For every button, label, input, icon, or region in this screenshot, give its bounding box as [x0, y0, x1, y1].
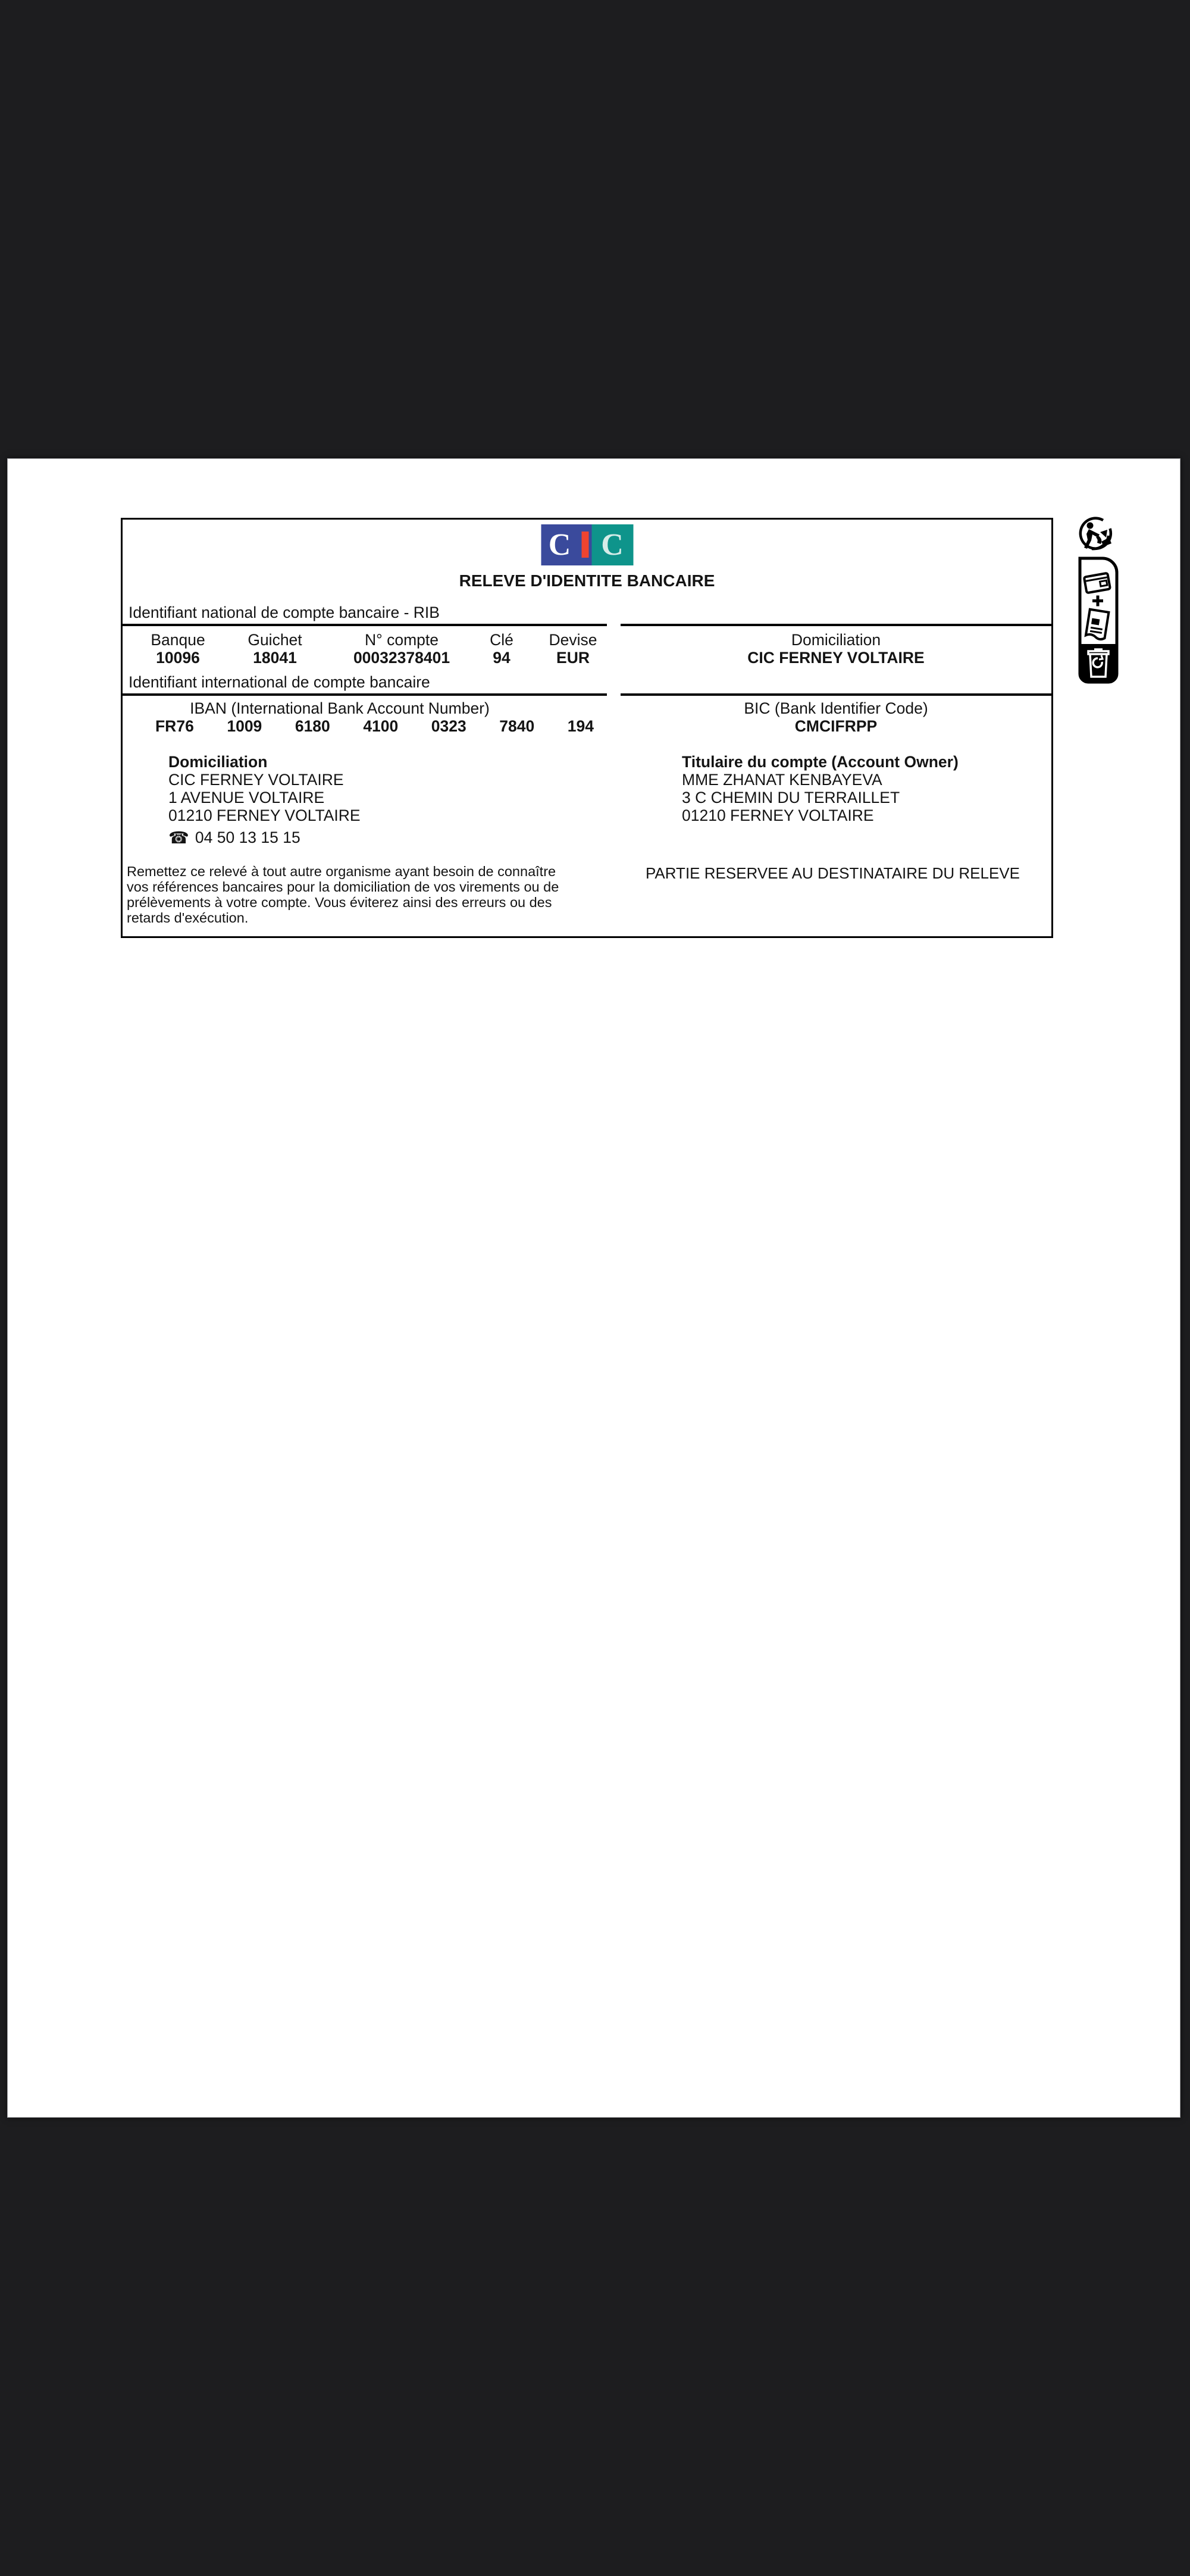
cic-logo-letter-c-right: C: [601, 527, 624, 562]
rib-header: Devise: [549, 631, 597, 649]
bank-address-line: CIC FERNEY VOLTAIRE: [168, 771, 344, 789]
bank-address-title: Domiciliation: [168, 753, 268, 771]
rule-right-1: [621, 624, 1051, 626]
rib-value: 00032378401: [353, 649, 450, 667]
iban-group: 6180: [295, 717, 330, 735]
cic-logo-letter-c-left: C: [548, 527, 571, 562]
bic-value: CMCIFRPP: [794, 717, 878, 735]
iban-group: 0323: [431, 717, 466, 735]
rib-value: 10096: [156, 649, 200, 667]
bic-block: [621, 699, 1051, 735]
rib-column-banque: [130, 631, 226, 667]
domiciliation-label: Domiciliation: [791, 631, 881, 649]
rib-section-label: Identifiant national de compte bancaire - RIB: [129, 604, 440, 621]
rib-document-frame: [121, 518, 1053, 938]
rib-column-cle: [473, 631, 530, 667]
rib-header: Clé: [490, 631, 513, 649]
footer-note-line: retards d'exécution.: [127, 910, 249, 926]
mail-sorting-instructions-icon: [1078, 556, 1119, 684]
iban-group: 7840: [499, 717, 535, 735]
cic-logo-blue-block: [541, 524, 578, 565]
rib-header: Banque: [151, 631, 205, 649]
bank-address-line: 01210 FERNEY VOLTAIRE: [168, 806, 361, 824]
iban-group: 1009: [227, 717, 262, 735]
account-owner-title: Titulaire du compte (Account Owner): [682, 753, 959, 771]
rule-right-2: [621, 693, 1051, 696]
pdf-page: [7, 458, 1180, 2118]
rib-header: N° compte: [365, 631, 439, 649]
cic-logo-red-bar-icon: [581, 532, 588, 558]
cic-logo-teal-block: [591, 524, 633, 565]
rib-value: 18041: [253, 649, 297, 667]
iban-label: IBAN (International Bank Account Number): [190, 699, 490, 717]
rule-left-2: [123, 693, 607, 696]
rib-column-numero-compte: [327, 631, 476, 667]
iban-group: FR76: [155, 717, 194, 735]
reserved-for-recipient-label: PARTIE RESERVEE AU DESTINATAIRE DU RELEVE: [646, 864, 1020, 882]
account-owner-line: MME ZHANAT KENBAYEVA: [682, 771, 882, 789]
document-title: RELEVE D'IDENTITE BANCAIRE: [459, 571, 715, 590]
footer-note: [127, 864, 632, 926]
rib-column-devise: [524, 631, 622, 667]
footer-note-line: vos références bancaires pour la domiciliation de vos virements ou de: [127, 879, 559, 895]
iban-group: 194: [567, 717, 594, 735]
bank-address-line: 1 AVENUE VOLTAIRE: [168, 789, 325, 806]
bic-label: BIC (Bank Identifier Code): [744, 699, 928, 717]
rib-column-guichet: [227, 631, 322, 667]
triman-recycling-icon: [1079, 517, 1113, 554]
domiciliation-value: CIC FERNEY VOLTAIRE: [747, 649, 925, 667]
footer-note-line: prélèvements à votre compte. Vous éviterez ainsi des erreurs ou des: [127, 895, 552, 910]
bank-address-block: [168, 753, 361, 824]
rib-value: EUR: [556, 649, 590, 667]
account-owner-line: 3 C CHEMIN DU TERRAILLET: [682, 789, 900, 806]
bank-phone-row: [168, 829, 300, 847]
iban-section-label: Identifiant international de compte bancaire: [129, 673, 430, 691]
iban-group: 4100: [363, 717, 399, 735]
rib-header: Guichet: [248, 631, 302, 649]
rib-value: 94: [493, 649, 511, 667]
cic-logo: [541, 524, 633, 565]
footer-note-line: Remettez ce relevé à tout autre organisme ayant besoin de connaître: [127, 864, 556, 879]
account-owner-block: [682, 753, 959, 824]
bank-phone-number: 04 50 13 15 15: [195, 829, 300, 846]
account-owner-line: 01210 FERNEY VOLTAIRE: [682, 806, 874, 824]
cic-logo-middle-block: [578, 524, 591, 565]
rule-left-1: [123, 624, 607, 626]
domiciliation-header-block: [621, 631, 1051, 667]
iban-value-row: [155, 717, 594, 736]
phone-icon: ☎: [168, 827, 189, 848]
